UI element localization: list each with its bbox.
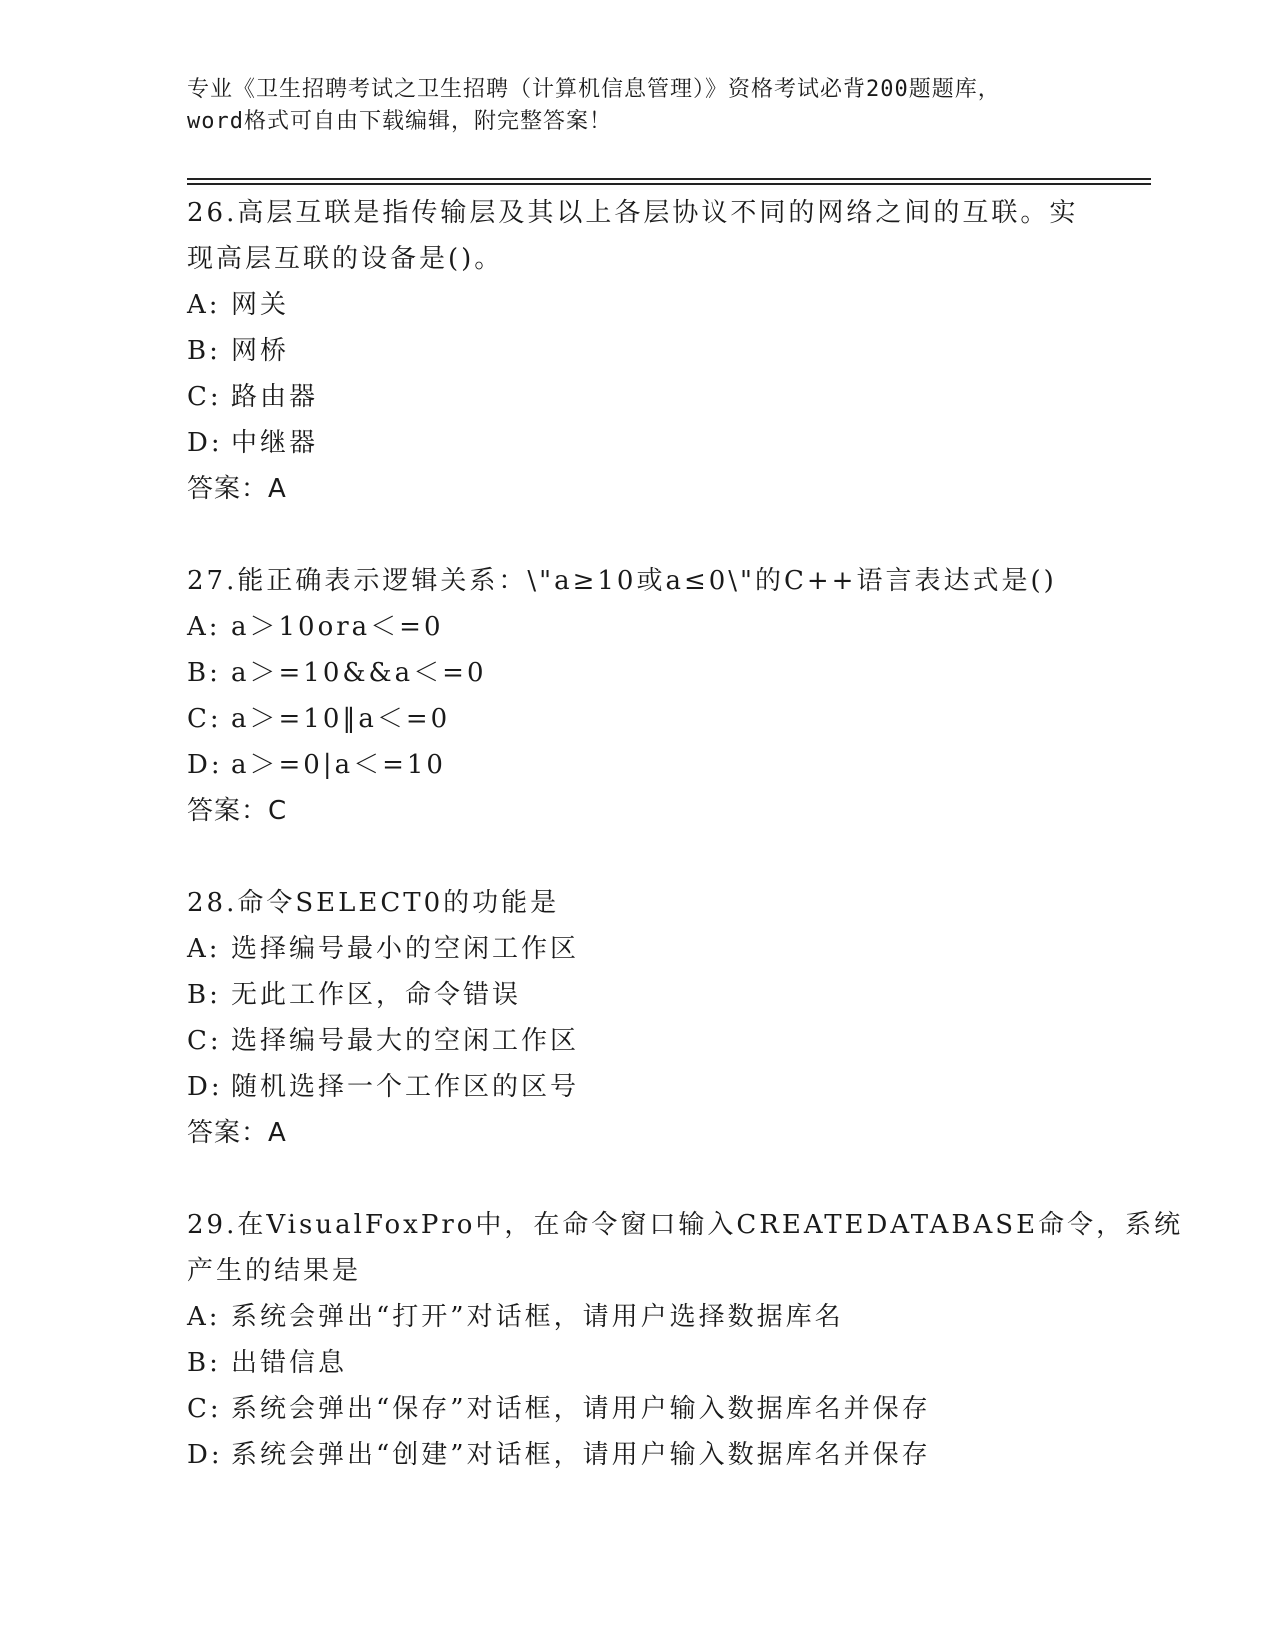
question-text: 28.命令SELECT0的功能是 xyxy=(187,888,560,918)
question-text: 29.在VisualFoxPro中，在命令窗口输入CREATEDATABASE命令，系统 xyxy=(187,1210,1184,1240)
question-block xyxy=(187,558,1087,880)
option-letter: D: xyxy=(187,750,223,780)
document-header xyxy=(187,74,1087,138)
header-line-1: 专业《卫生招聘考试之卫生招聘（计算机信息管理）》资格考试必背200题题库， xyxy=(187,77,1001,102)
answer-option xyxy=(187,696,1087,742)
answer-option xyxy=(187,742,1087,788)
option-text: 随机选择一个工作区的区号 xyxy=(231,1072,580,1102)
answer-option xyxy=(187,1386,1087,1432)
question-block xyxy=(187,190,1087,558)
option-letter: D: xyxy=(187,428,223,458)
question-text: 27.能正确表示逻辑关系：\"a≥10或a≤0\"的C++语言表达式是() xyxy=(187,566,1057,596)
answer-option xyxy=(187,1018,1087,1064)
answer-key: 答案：A xyxy=(187,1118,287,1148)
question-block xyxy=(187,1202,1184,1478)
answer-option xyxy=(187,604,1087,650)
answer-option xyxy=(187,282,1087,328)
option-text: 系统会弹出“打开”对话框，请用户选择数据库名 xyxy=(231,1302,844,1332)
option-text: 系统会弹出“保存”对话框，请用户输入数据库名并保存 xyxy=(231,1394,931,1424)
answer-key: 答案：C xyxy=(187,796,288,826)
option-letter: A: xyxy=(187,290,221,320)
option-text: 路由器 xyxy=(231,382,319,412)
answer-key: 答案：A xyxy=(187,474,287,504)
option-text: 无此工作区，命令错误 xyxy=(231,980,522,1010)
option-letter: B: xyxy=(187,658,221,688)
question-text: 现高层互联的设备是()。 xyxy=(187,244,504,274)
option-text: 选择编号最大的空闲工作区 xyxy=(231,1026,580,1056)
option-letter: B: xyxy=(187,980,221,1010)
option-letter: D: xyxy=(187,1072,223,1102)
question-spacer xyxy=(187,834,1087,880)
option-letter: C: xyxy=(187,704,222,734)
option-text: 系统会弹出“创建”对话框，请用户输入数据库名并保存 xyxy=(231,1440,931,1470)
option-letter: A: xyxy=(187,1302,221,1332)
option-letter: A: xyxy=(187,612,221,642)
answer-option xyxy=(187,972,1087,1018)
option-letter: A: xyxy=(187,934,221,964)
option-text: 出错信息 xyxy=(231,1348,348,1378)
option-text: a＞10ora＜=0 xyxy=(231,612,444,642)
option-letter: C: xyxy=(187,382,222,412)
header-divider-bottom xyxy=(187,183,1151,185)
header-line-2: word格式可自由下载编辑，附完整答案！ xyxy=(187,109,612,134)
header-divider-top xyxy=(187,178,1151,180)
question-list xyxy=(187,190,1184,1478)
question-text: 产生的结果是 xyxy=(187,1256,362,1286)
answer-option xyxy=(187,1432,1087,1478)
question-spacer xyxy=(187,1156,1087,1202)
answer-option xyxy=(187,650,1087,696)
answer-option xyxy=(187,420,1087,466)
question-spacer xyxy=(187,512,1087,558)
option-text: 选择编号最小的空闲工作区 xyxy=(231,934,580,964)
option-text: 网桥 xyxy=(231,336,290,366)
option-text: a＞=0|a＜=10 xyxy=(231,750,446,780)
answer-option xyxy=(187,926,1087,972)
answer-option xyxy=(187,1340,1087,1386)
option-letter: B: xyxy=(187,1348,221,1378)
option-letter: B: xyxy=(187,336,221,366)
option-text: 中继器 xyxy=(231,428,319,458)
answer-option xyxy=(187,328,1087,374)
option-letter: C: xyxy=(187,1026,222,1056)
option-letter: C: xyxy=(187,1394,222,1424)
option-text: a＞=10&&a＜=0 xyxy=(231,658,487,688)
option-text: a＞=10‖a＜=0 xyxy=(231,704,451,734)
answer-option xyxy=(187,374,1087,420)
question-block xyxy=(187,880,1087,1202)
option-letter: D: xyxy=(187,1440,223,1470)
answer-option xyxy=(187,1064,1087,1110)
question-text: 26.高层互联是指传输层及其以上各层协议不同的网络之间的互联。实 xyxy=(187,198,1079,228)
answer-option xyxy=(187,1294,1087,1340)
option-text: 网关 xyxy=(231,290,290,320)
